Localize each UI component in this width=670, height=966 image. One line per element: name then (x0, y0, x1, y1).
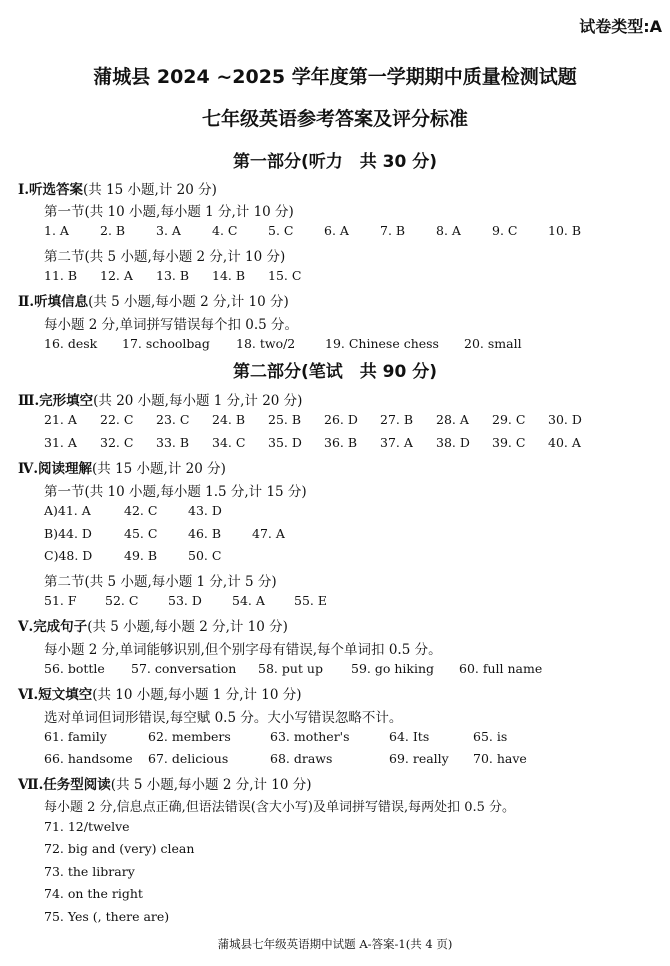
answer-item: 11. B (44, 268, 78, 283)
answer-item: 49. B (124, 548, 158, 563)
answer-item: 16. desk (44, 336, 98, 351)
answer-item: 60. full name (459, 661, 543, 676)
answer-item: 43. D (188, 503, 222, 518)
answer-item: 30. D (548, 412, 582, 427)
section-7-heading (18, 773, 312, 793)
answer-item: 13. B (156, 268, 190, 283)
answer-item: 28. A (436, 412, 469, 427)
section-5-heading (18, 615, 288, 635)
answer-item: 31. A (44, 435, 77, 450)
answer-item: 47. A (252, 526, 285, 541)
section-3-number: Ⅲ. (18, 393, 40, 409)
answer-item: 27. B (380, 412, 414, 427)
answer-item: 35. D (268, 435, 302, 450)
answer-item: 14. B (212, 268, 246, 283)
section-5-detail: (共 5 小题,每小题 2 分,计 10 分) (87, 619, 288, 635)
section-2-heading (18, 290, 289, 310)
answer-item: 12. A (100, 268, 133, 283)
part1-title: 第一部分(听力 共 30 分) (232, 152, 438, 172)
answer-item: 42. C (124, 503, 158, 518)
answer-item: 19. Chinese chess (325, 336, 439, 351)
section-6-answers-row-1 (44, 729, 644, 747)
answer-item: 32. C (100, 435, 134, 450)
answer-item: 37. A (380, 435, 413, 450)
answer-item: 26. D (324, 412, 358, 427)
section-2-note: 每小题 2 分,单词拼写错误每个扣 0.5 分。 (44, 317, 299, 333)
answer-item: 17. schoolbag (122, 336, 210, 351)
section-7-note: 每小题 2 分,信息点正确,但语法错误(含大小写)及单词拼写错误,每两处扣 0.5 分。 (44, 800, 516, 815)
answer-item: 67. delicious (148, 751, 229, 766)
section-4-passage-a (44, 503, 644, 521)
section-3-name: 完形填空 (39, 393, 94, 409)
section-7-name: 任务型阅读 (43, 777, 111, 793)
section-1-answers-2 (44, 268, 644, 286)
section-4-subsection-2: 第二节(共 5 小题,每小题 1 分,计 5 分) (44, 574, 277, 590)
answer-item: 7. B (380, 223, 406, 238)
answer-item: 6. A (324, 223, 349, 238)
answer-item: 75. Yes (, there are) (44, 909, 170, 924)
answer-item: 73. the library (44, 864, 135, 879)
section-6-number: Ⅵ. (18, 687, 39, 703)
answer-item: 10. B (548, 223, 582, 238)
part2-title: 第二部分(笔试 共 90 分) (232, 362, 438, 382)
answer-item: 68. draws (270, 751, 333, 766)
section-4-passage-c (44, 548, 644, 566)
section-2-detail: (共 5 小题,每小题 2 分,计 10 分) (88, 294, 289, 310)
section-5-name: 完成句子 (33, 619, 88, 635)
answer-item: 59. go hiking (351, 661, 435, 676)
answer-item: 21. A (44, 412, 77, 427)
answer-item: 18. two/2 (236, 336, 296, 351)
section-3-detail: (共 20 小题,每小题 1 分,计 20 分) (93, 393, 303, 409)
answer-item: B)44. D (44, 526, 92, 541)
section-5-note: 每小题 2 分,单词能够识别,但个别字母有错误,每个单词扣 0.5 分。 (44, 642, 442, 658)
section-1-heading (18, 178, 217, 198)
answer-item: 23. C (156, 412, 190, 427)
answer-item: 9. C (492, 223, 518, 238)
answer-item: 51. F (44, 593, 77, 608)
section-6-detail: (共 10 小题,每小题 1 分,计 10 分) (92, 687, 302, 703)
answer-item: 33. B (156, 435, 190, 450)
section-7-number: Ⅶ. (18, 777, 44, 793)
answer-item: 38. D (436, 435, 470, 450)
answer-item: 57. conversation (131, 661, 237, 676)
section-4-heading (18, 457, 226, 477)
answer-item: C)48. D (44, 548, 93, 563)
section-1-subsection-1: 第一节(共 10 小题,每小题 1 分,计 10 分) (44, 204, 294, 220)
section-1-detail: (共 15 小题,计 20 分) (83, 182, 217, 198)
section-6-heading (18, 683, 302, 703)
answer-item: 20. small (464, 336, 522, 351)
document-subtitle: 七年级英语参考答案及评分标准 (201, 108, 468, 130)
answer-item: 61. family (44, 729, 107, 744)
section-4-subsection-1: 第一节(共 10 小题,每小题 1.5 分,计 15 分) (44, 484, 307, 500)
page-footer: 蒲城县七年级英语期中试题 A-答案-1(共 4 页) (217, 937, 453, 951)
answer-item: 22. C (100, 412, 134, 427)
answer-item: 56. bottle (44, 661, 105, 676)
section-1-name: 听选答案 (29, 182, 84, 198)
answer-item: 5. C (268, 223, 294, 238)
answer-item: 65. is (473, 729, 508, 744)
section-3-answers-row-1 (44, 412, 644, 430)
section-2-name: 听填信息 (34, 294, 89, 310)
answer-item: 39. C (492, 435, 526, 450)
answer-item: 63. mother's (270, 729, 350, 744)
answer-item: 2. B (100, 223, 126, 238)
section-6-note: 选对单词但词形错误,每空赋 0.5 分。大小写错误忽略不计。 (44, 710, 403, 726)
section-4-answers-2 (44, 593, 644, 611)
answer-item: 3. A (156, 223, 181, 238)
section-1-number: Ⅰ. (18, 182, 30, 198)
section-3-heading (18, 389, 302, 409)
answer-item: 46. B (188, 526, 222, 541)
answer-item: 50. C (188, 548, 222, 563)
section-7-detail: (共 5 小题,每小题 2 分,计 10 分) (110, 777, 312, 793)
paper-type-label: 试卷类型:A (579, 17, 662, 36)
answer-item: 34. C (212, 435, 246, 450)
answer-item: 45. C (124, 526, 158, 541)
section-5-answers (44, 661, 644, 679)
section-3-answers-row-2 (44, 435, 644, 453)
answer-item: A)41. A (44, 503, 91, 518)
section-4-detail: (共 15 小题,计 20 分) (92, 461, 226, 477)
answer-item: 55. E (294, 593, 327, 608)
section-2-answers (44, 336, 644, 354)
answer-item: 36. B (324, 435, 358, 450)
section-4-name: 阅读理解 (38, 461, 93, 477)
answer-item: 52. C (105, 593, 139, 608)
answer-item: 29. C (492, 412, 526, 427)
answer-item: 66. handsome (44, 751, 133, 766)
answer-item: 72. big and (very) clean (44, 841, 195, 856)
answer-item: 62. members (148, 729, 231, 744)
answer-item: 74. on the right (44, 886, 143, 901)
answer-item: 40. A (548, 435, 581, 450)
answer-item: 1. A (44, 223, 69, 238)
section-1-subsection-2: 第二节(共 5 小题,每小题 2 分,计 10 分) (44, 249, 286, 265)
section-5-number: Ⅴ. (18, 619, 34, 635)
answer-item: 71. 12/twelve (44, 819, 130, 834)
section-2-number: Ⅱ. (18, 294, 35, 310)
answer-item: 64. Its (389, 729, 430, 744)
answer-item: 8. A (436, 223, 461, 238)
section-4-number: Ⅳ. (18, 461, 39, 477)
section-1-answers-1 (44, 223, 644, 241)
answer-item: 58. put up (258, 661, 323, 676)
section-6-name: 短文填空 (38, 687, 93, 703)
answer-item: 53. D (168, 593, 202, 608)
answer-item: 25. B (268, 412, 302, 427)
section-6-answers-row-2 (44, 751, 644, 769)
answer-item: 70. have (473, 751, 527, 766)
answer-item: 54. A (232, 593, 265, 608)
answer-item: 15. C (268, 268, 302, 283)
answer-item: 69. really (389, 751, 449, 766)
section-4-passage-b (44, 526, 644, 544)
document-title: 蒲城县 2024 ~2025 学年度第一学期期中质量检测试题 (93, 66, 577, 88)
answer-item: 4. C (212, 223, 238, 238)
answer-item: 24. B (212, 412, 246, 427)
